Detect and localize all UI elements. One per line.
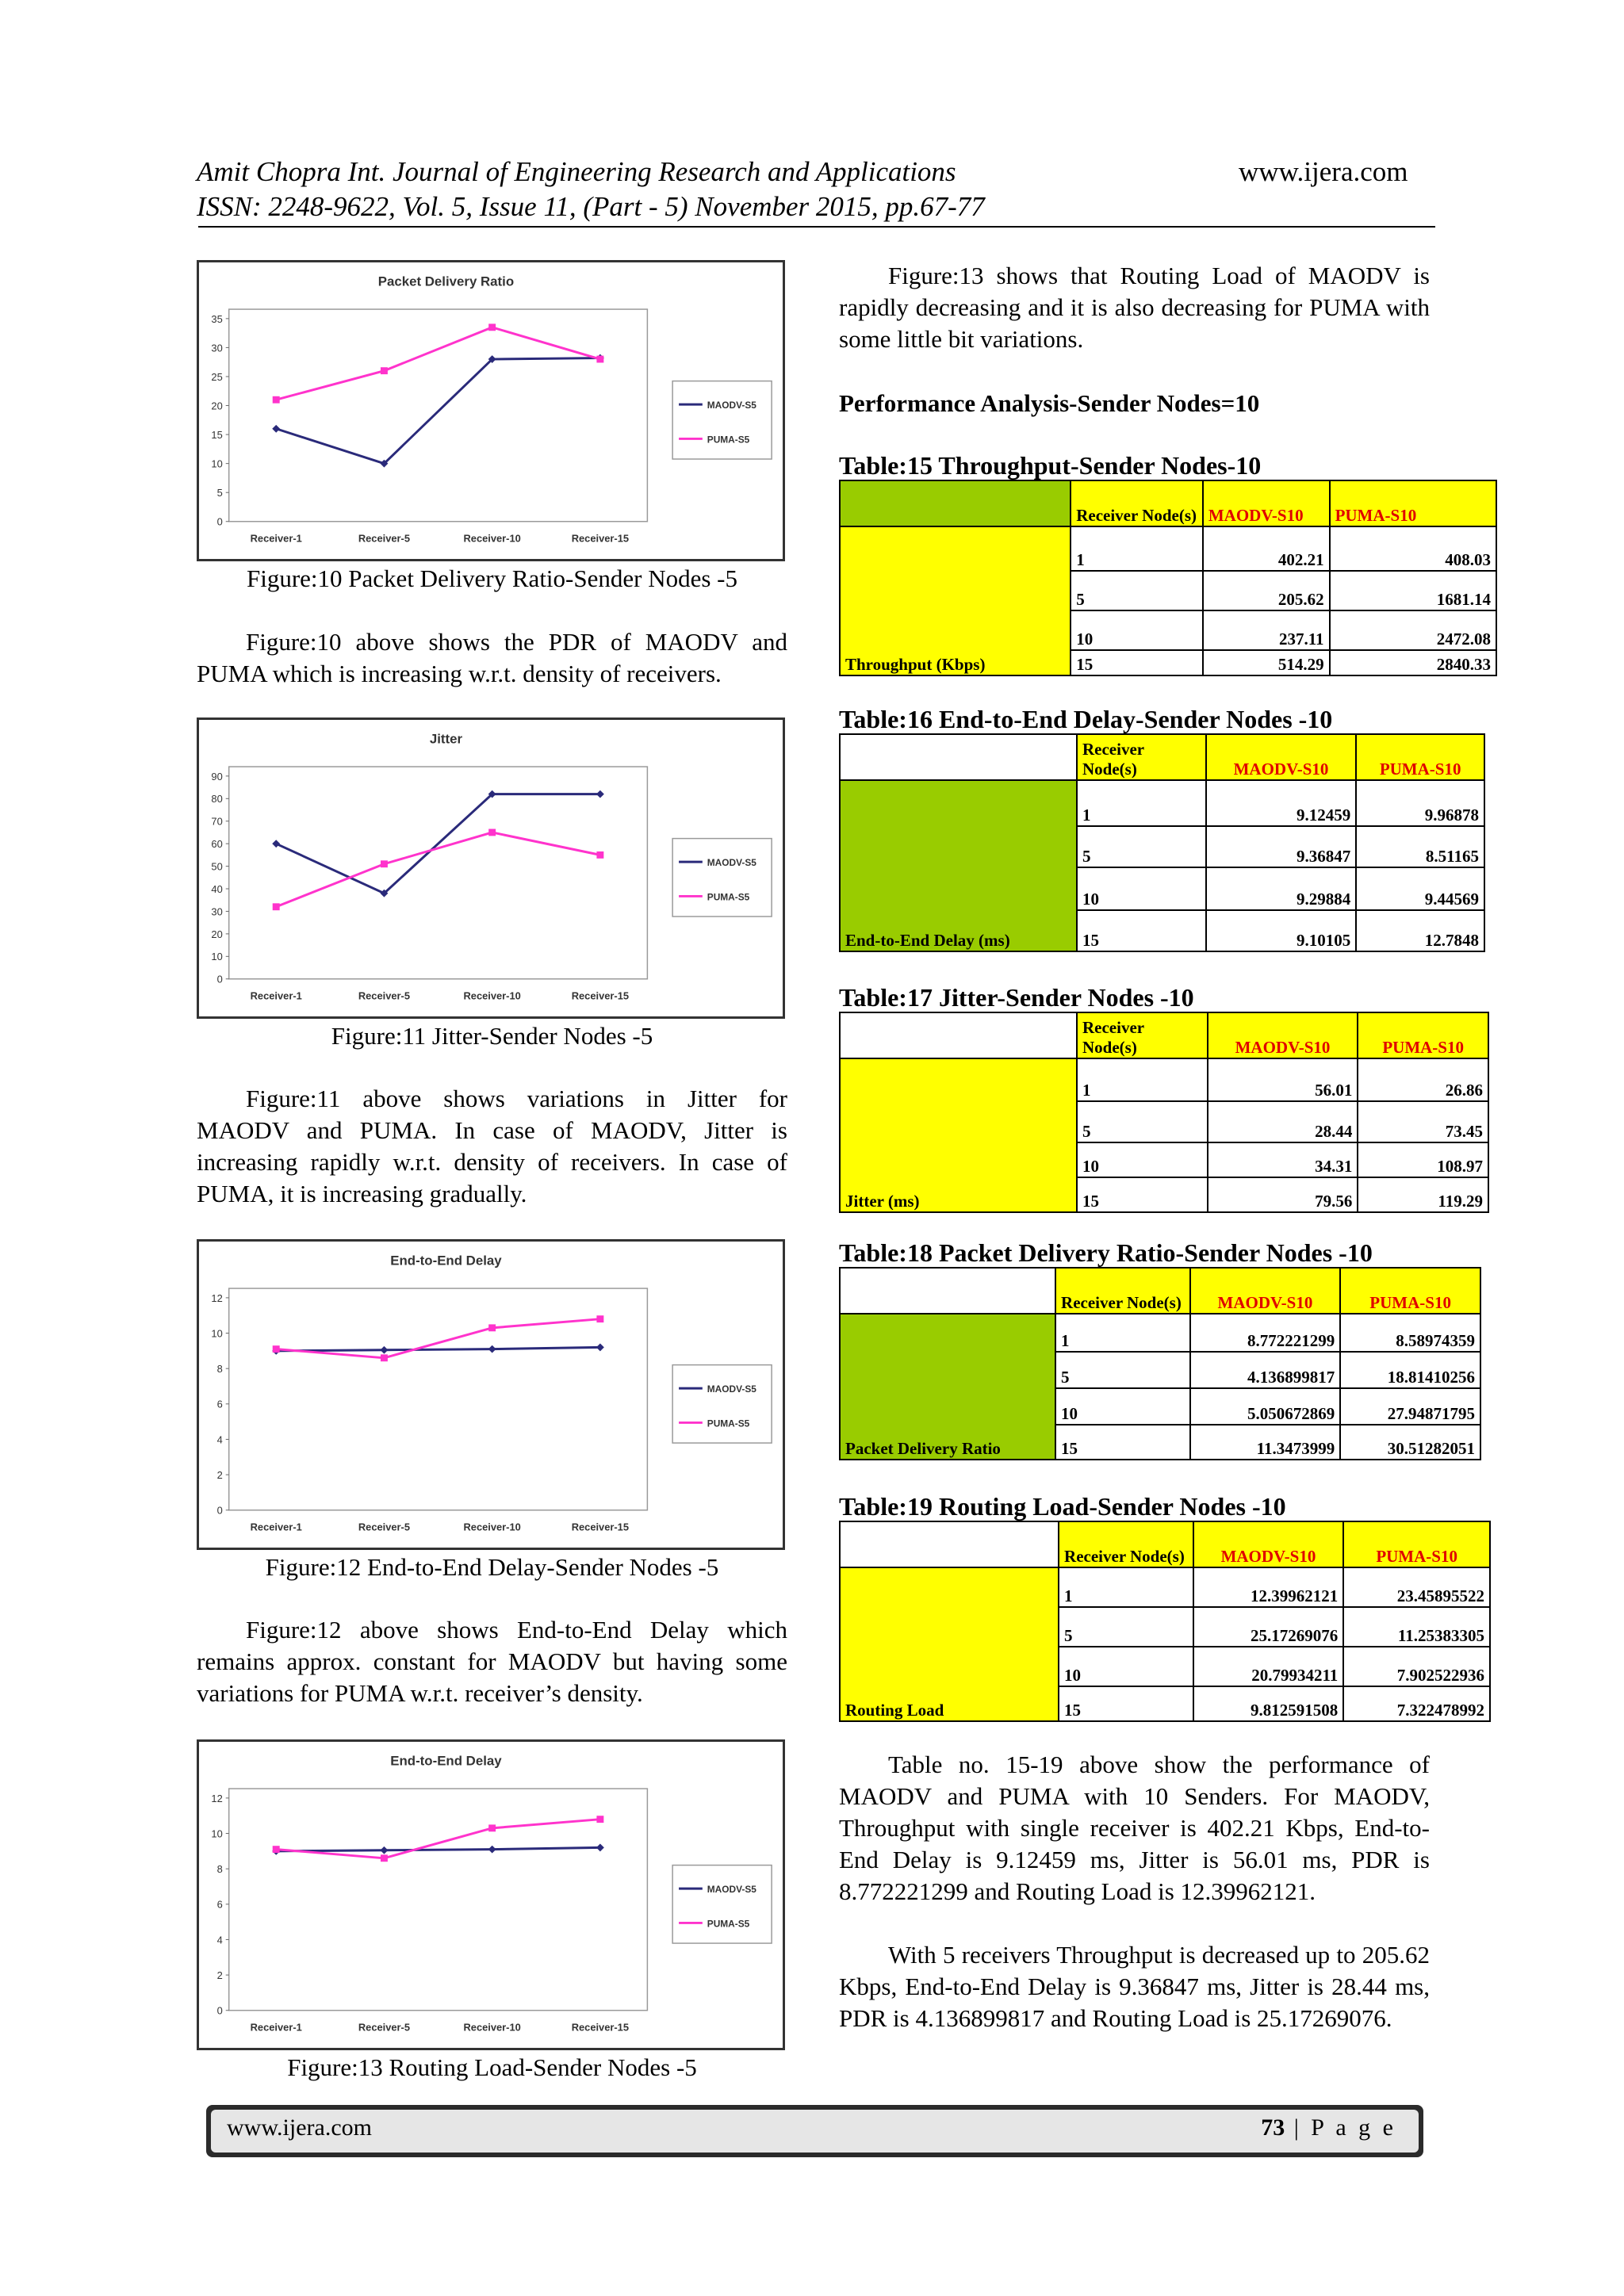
table-cell: 1 (1055, 1314, 1190, 1352)
table-header-puma: PUMA-S10 (1330, 480, 1496, 526)
figure-10-svg (199, 262, 783, 559)
y-tick-label: 10 (211, 1827, 223, 1840)
table-15 (839, 480, 1497, 676)
y-tick-label: 90 (211, 770, 223, 783)
issn-line: ISSN: 2248-9622, Vol. 5, Issue 11, (Part - 5) November 2015, pp.67-77 (197, 191, 985, 222)
y-tick-label: 5 (216, 487, 223, 499)
plot-frame (229, 767, 648, 979)
table-cell: 7.322478992 (1343, 1686, 1490, 1721)
table-cell: 15 (1059, 1686, 1193, 1721)
table-16-title: Table:16 End-to-End Delay-Sender Nodes -10 (839, 705, 1333, 733)
table-19 (839, 1521, 1491, 1722)
figure-12-paragraph: Figure:12 above shows End-to-End Delay which remains approx. constant for MAODV but having some variations for PUMA w.r.t. receiver’s density. (197, 1616, 787, 1707)
x-tick-label: Receiver-10 (463, 989, 521, 1002)
figure-13-svg (199, 1742, 783, 2048)
table-cell: 5 (1077, 1101, 1208, 1142)
table-cell: 8.51165 (1356, 826, 1484, 867)
table-cell: 1 (1077, 780, 1206, 826)
table-cell: 9.36847 (1206, 826, 1357, 867)
data-point-puma (381, 1354, 388, 1361)
y-tick-label: 30 (211, 342, 223, 354)
y-tick-label: 6 (216, 1398, 223, 1410)
page-number: 73 (1261, 2114, 1285, 2141)
table-cell: 15 (1077, 910, 1206, 951)
plot-frame (229, 309, 648, 522)
x-tick-label: Receiver-1 (250, 2021, 302, 2034)
y-tick-label: 60 (211, 838, 223, 851)
data-point-puma (273, 903, 280, 910)
data-point-maodv (596, 1843, 604, 1851)
table-18 (839, 1267, 1481, 1460)
x-tick-label: Receiver-10 (463, 1521, 521, 1533)
y-tick-label: 35 (211, 312, 223, 325)
table-cell: 1681.14 (1330, 571, 1496, 610)
table-cell: 5 (1071, 571, 1203, 610)
legend-label: PUMA-S5 (707, 1418, 750, 1429)
table-cell: 23.45895522 (1343, 1567, 1490, 1607)
table-cell: 15 (1055, 1425, 1190, 1460)
data-point-puma (273, 396, 280, 404)
table-header-blank (840, 734, 1077, 780)
table-cell: 11.25383305 (1343, 1607, 1490, 1647)
legend-label: MAODV-S5 (707, 400, 756, 411)
page-label: | P a g e (1293, 2114, 1396, 2141)
data-point-maodv (488, 1846, 496, 1854)
section-heading: Performance Analysis-Sender Nodes=10 (839, 389, 1260, 417)
footer-page-number (1261, 2114, 1396, 2141)
table-cell: 9.29884 (1206, 867, 1357, 910)
table-cell: 10 (1077, 867, 1206, 910)
table-cell: 12.7848 (1356, 910, 1484, 951)
table-cell: 15 (1077, 1177, 1208, 1212)
x-tick-label: Receiver-15 (571, 1521, 630, 1533)
journal-title: Amit Chopra Int. Journal of Engineering Research and Applications (197, 156, 956, 187)
table-cell: 2472.08 (1330, 610, 1496, 650)
table-cell: 26.86 (1358, 1058, 1488, 1101)
data-point-maodv (272, 840, 280, 848)
data-point-puma (596, 1315, 603, 1322)
plot-frame (229, 1288, 648, 1510)
table-cell: 1 (1077, 1058, 1208, 1101)
journal-website: www.ijera.com (1239, 156, 1408, 187)
y-tick-label: 2 (216, 1469, 223, 1482)
table-header-receiver: Receiver Node(s) (1077, 1012, 1208, 1058)
table-header-receiver: Receiver Node(s) (1071, 480, 1203, 526)
table-cell: 9.44569 (1356, 867, 1484, 910)
figure-10-chart (197, 260, 785, 561)
figure-12-caption: Figure:12 End-to-End Delay-Sender Nodes -5 (265, 1553, 719, 1581)
table-cell: 9.10105 (1206, 910, 1357, 951)
y-tick-label: 4 (216, 1433, 223, 1446)
table-17 (839, 1012, 1489, 1213)
table-header-blank (840, 1521, 1059, 1567)
y-tick-label: 10 (211, 1327, 223, 1340)
footer-inner (211, 2110, 1419, 2152)
y-tick-label: 0 (216, 515, 223, 528)
table-row (840, 1567, 1490, 1607)
table-metric-label: End-to-End Delay (ms) (840, 780, 1077, 951)
data-point-maodv (380, 1846, 388, 1854)
table-cell: 108.97 (1358, 1142, 1488, 1177)
x-tick-label: Receiver-10 (463, 532, 521, 545)
table-cell: 119.29 (1358, 1177, 1488, 1212)
table-cell: 10 (1055, 1388, 1190, 1425)
table-header-maodv: MAODV-S10 (1208, 1012, 1358, 1058)
table-16 (839, 733, 1485, 952)
y-tick-label: 30 (211, 905, 223, 918)
legend-label: MAODV-S5 (707, 1383, 756, 1395)
table-cell: 5 (1077, 826, 1206, 867)
legend-label: MAODV-S5 (707, 857, 756, 869)
table-header-maodv: MAODV-S10 (1193, 1521, 1344, 1567)
table-cell: 2840.33 (1330, 650, 1496, 675)
table-15-title: Table:15 Throughput-Sender Nodes-10 (839, 451, 1262, 480)
table-cell: 12.39962121 (1193, 1567, 1344, 1607)
figure-13-chart (197, 1739, 785, 2050)
table-cell: 10 (1077, 1142, 1208, 1177)
x-tick-label: Receiver-10 (463, 2021, 521, 2034)
table-cell: 7.902522936 (1343, 1647, 1490, 1686)
series-line-puma (276, 1820, 600, 1858)
table-cell: 73.45 (1358, 1101, 1488, 1142)
table-cell: 5.050672869 (1190, 1388, 1341, 1425)
series-line-maodv (276, 1847, 600, 1850)
table-cell: 9.96878 (1356, 780, 1484, 826)
y-tick-label: 0 (216, 2004, 223, 2017)
figure-12-svg (199, 1242, 783, 1548)
series-line-puma (276, 1319, 600, 1358)
table-metric-label: Jitter (ms) (840, 1058, 1077, 1212)
table-cell: 18.81410256 (1340, 1352, 1480, 1388)
figure-13-caption: Figure:13 Routing Load-Sender Nodes -5 (287, 2053, 697, 2081)
table-cell: 10 (1071, 610, 1203, 650)
table-cell: 514.29 (1203, 650, 1330, 675)
data-point-maodv (596, 1343, 604, 1351)
figure-10-caption: Figure:10 Packet Delivery Ratio-Sender Nodes -5 (247, 564, 737, 592)
table-header-receiver: Receiver Node(s) (1077, 734, 1206, 780)
x-tick-label: Receiver-5 (358, 989, 411, 1002)
legend-box (672, 839, 772, 916)
data-point-maodv (380, 1346, 388, 1354)
y-tick-label: 8 (216, 1363, 223, 1376)
table-cell: 79.56 (1208, 1177, 1358, 1212)
y-tick-label: 50 (211, 860, 223, 873)
series-line-puma (276, 327, 600, 400)
x-tick-label: Receiver-15 (571, 532, 630, 545)
table-cell: 237.11 (1203, 610, 1330, 650)
table-row (840, 526, 1496, 571)
legend-box (672, 381, 772, 459)
y-tick-label: 25 (211, 370, 223, 383)
data-point-maodv (596, 790, 604, 798)
table-header-blank (840, 1268, 1055, 1314)
table-cell: 11.3473999 (1190, 1425, 1341, 1460)
page-footer (206, 2105, 1423, 2157)
x-tick-label: Receiver-5 (358, 1521, 411, 1533)
data-point-puma (381, 1854, 388, 1862)
table-header-blank (840, 480, 1071, 526)
y-tick-label: 10 (211, 457, 223, 470)
table-row (840, 1058, 1488, 1101)
data-point-puma (596, 851, 603, 859)
table-header-puma: PUMA-S10 (1340, 1268, 1480, 1314)
data-point-maodv (272, 425, 280, 433)
x-tick-label: Receiver-1 (250, 1521, 302, 1533)
table-cell: 4.136899817 (1190, 1352, 1341, 1388)
legend-label: PUMA-S5 (707, 891, 750, 903)
table-header-receiver: Receiver Node(s) (1055, 1268, 1190, 1314)
figure-12-chart (197, 1239, 785, 1550)
figure-13-description: Figure:13 shows that Routing Load of MAODV is rapidly decreasing and it is also decreasing for PUMA with some little bit variations. (839, 262, 1430, 353)
table-metric-label: Throughput (Kbps) (840, 526, 1071, 675)
y-tick-label: 0 (216, 973, 223, 985)
table-header-puma: PUMA-S10 (1356, 734, 1484, 780)
x-tick-label: Receiver-5 (358, 532, 411, 545)
x-tick-label: Receiver-5 (358, 2021, 411, 2034)
x-tick-label: Receiver-1 (250, 989, 302, 1002)
summary-paragraph-2: With 5 receivers Throughput is decreased up to 205.62 Kbps, End-to-End Delay is 9.36847 ms, Jitter is 28.44 ms, PDR is 4.136899817 and Routing Load is 25.17269076. (839, 1941, 1430, 2032)
table-cell: 402.21 (1203, 526, 1330, 571)
chart-title: End-to-End Delay (390, 1253, 502, 1269)
y-tick-label: 0 (216, 1504, 223, 1517)
table-row (840, 780, 1484, 826)
x-tick-label: Receiver-15 (571, 2021, 630, 2034)
table-cell: 8.58974359 (1340, 1314, 1480, 1352)
figure-11-chart (197, 718, 785, 1019)
table-header-puma: PUMA-S10 (1343, 1521, 1490, 1567)
y-tick-label: 4 (216, 1934, 223, 1946)
table-cell: 1 (1059, 1567, 1193, 1607)
table-cell: 34.31 (1208, 1142, 1358, 1177)
data-point-maodv (488, 1345, 496, 1353)
table-header-maodv: MAODV-S10 (1203, 480, 1330, 526)
y-tick-label: 12 (211, 1292, 223, 1304)
y-tick-label: 12 (211, 1792, 223, 1804)
table-19-title: Table:19 Routing Load-Sender Nodes -10 (839, 1492, 1286, 1521)
y-tick-label: 80 (211, 793, 223, 806)
data-point-puma (488, 829, 496, 836)
table-metric-label: Routing Load (840, 1567, 1059, 1721)
summary-paragraph-1: Table no. 15-19 above show the performance of MAODV and PUMA with 10 Senders. For MAODV, Throughput with single receiver is 402.21 Kbps, End-to-End Delay is 9.12459 ms, Jitter is 56.01 ms, PDR is 8.772221299 and Routing Load is 12.39962121. (839, 1751, 1430, 1905)
data-point-puma (488, 323, 496, 331)
y-tick-label: 20 (211, 928, 223, 940)
table-cell: 28.44 (1208, 1101, 1358, 1142)
figure-11-caption: Figure:11 Jitter-Sender Nodes -5 (331, 1022, 653, 1050)
table-header-puma: PUMA-S10 (1358, 1012, 1488, 1058)
table-cell: 56.01 (1208, 1058, 1358, 1101)
table-header-receiver: Receiver Node(s) (1059, 1521, 1193, 1567)
y-tick-label: 70 (211, 815, 223, 828)
table-cell: 15 (1071, 650, 1203, 675)
table-metric-label: Packet Delivery Ratio (840, 1314, 1055, 1460)
data-point-puma (381, 860, 388, 867)
legend-label: PUMA-S5 (707, 1918, 750, 1930)
figure-10-paragraph: Figure:10 above shows the PDR of MAODV and PUMA which is increasing w.r.t. density of receivers. (197, 628, 787, 687)
table-cell: 25.17269076 (1193, 1607, 1344, 1647)
table-header-maodv: MAODV-S10 (1206, 734, 1357, 780)
data-point-puma (381, 367, 388, 374)
chart-title: End-to-End Delay (390, 1753, 502, 1769)
x-tick-label: Receiver-15 (571, 989, 630, 1002)
chart-title: Packet Delivery Ratio (377, 274, 515, 289)
legend-box (672, 1866, 772, 1943)
data-point-puma (488, 1324, 496, 1331)
legend-label: PUMA-S5 (707, 434, 750, 446)
table-cell: 9.812591508 (1193, 1686, 1344, 1721)
data-point-puma (273, 1345, 280, 1353)
table-cell: 5 (1055, 1352, 1190, 1388)
y-tick-label: 8 (216, 1863, 223, 1876)
y-tick-label: 40 (211, 882, 223, 895)
table-17-title: Table:17 Jitter-Sender Nodes -10 (839, 983, 1194, 1012)
footer-website: www.ijera.com (227, 2114, 372, 2141)
table-cell: 9.12459 (1206, 780, 1357, 826)
y-tick-label: 15 (211, 429, 223, 441)
y-tick-label: 6 (216, 1898, 223, 1911)
y-tick-label: 20 (211, 400, 223, 412)
y-tick-label: 10 (211, 951, 223, 963)
y-tick-label: 2 (216, 1969, 223, 1982)
series-line-maodv (276, 1347, 600, 1350)
plot-frame (229, 1789, 648, 2011)
table-cell: 10 (1059, 1647, 1193, 1686)
table-cell: 1 (1071, 526, 1203, 571)
table-cell: 5 (1059, 1607, 1193, 1647)
data-point-puma (596, 1816, 603, 1823)
data-point-puma (273, 1846, 280, 1853)
legend-box (672, 1365, 772, 1443)
table-header-maodv: MAODV-S10 (1190, 1268, 1341, 1314)
legend-label: MAODV-S5 (707, 1884, 756, 1896)
table-cell: 30.51282051 (1340, 1425, 1480, 1460)
header-rule (198, 226, 1435, 228)
figure-11-svg (199, 720, 783, 1016)
series-line-maodv (276, 358, 600, 464)
table-header-blank (840, 1012, 1077, 1058)
table-cell: 20.79934211 (1193, 1647, 1344, 1686)
table-cell: 27.94871795 (1340, 1388, 1480, 1425)
table-18-title: Table:18 Packet Delivery Ratio-Sender Nodes -10 (839, 1238, 1373, 1267)
data-point-puma (488, 1824, 496, 1831)
figure-11-paragraph: Figure:11 above shows variations in Jitter for MAODV and PUMA. In case of MAODV, Jitter is increasing rapidly w.r.t. density of receivers. In case of PUMA, it is increasing gradually. (197, 1085, 787, 1207)
table-cell: 408.03 (1330, 526, 1496, 571)
x-tick-label: Receiver-1 (250, 532, 302, 545)
chart-title: Jitter (429, 731, 463, 747)
data-point-puma (596, 356, 603, 363)
table-cell: 8.772221299 (1190, 1314, 1341, 1352)
table-cell: 205.62 (1203, 571, 1330, 610)
table-row (840, 1314, 1480, 1352)
